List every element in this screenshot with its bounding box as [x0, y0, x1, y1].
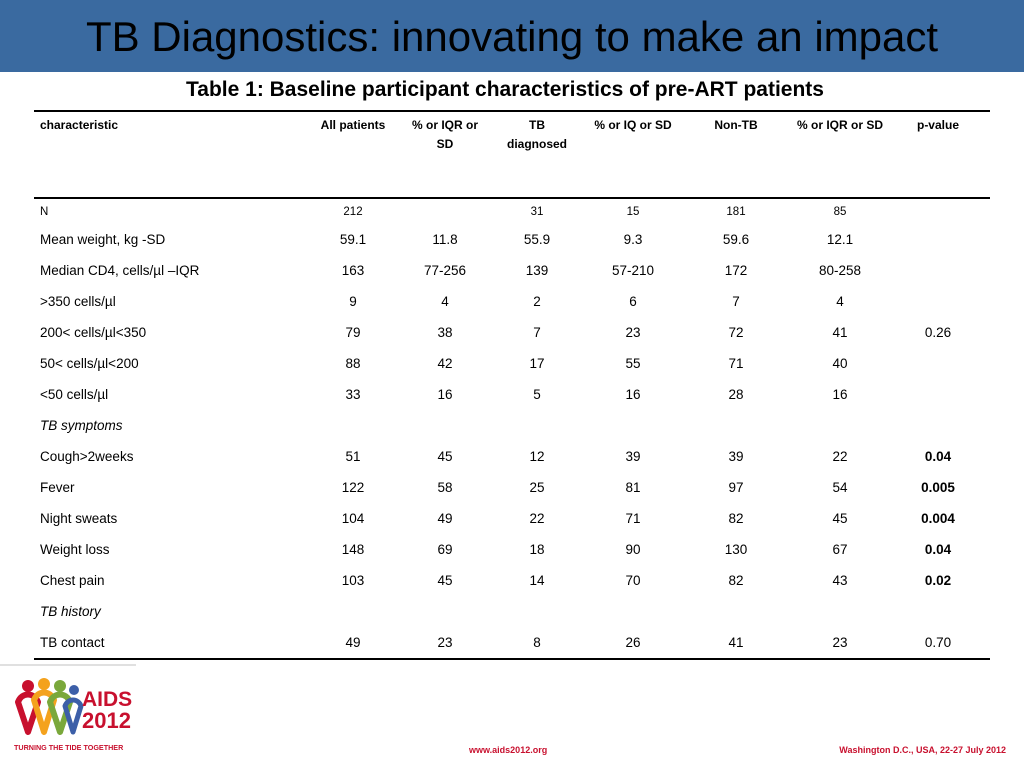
cell-pct-all: 45	[437, 573, 453, 588]
cell-tb-diagnosed	[486, 596, 588, 627]
cell-pct-tb: 9.3	[623, 232, 643, 247]
cell-pct-non-tb: 67	[832, 542, 848, 557]
cell-tb-diagnosed: 12	[529, 449, 545, 464]
row-label: N	[40, 205, 49, 218]
cell-p-value: 0.26	[924, 325, 952, 340]
table-row	[34, 255, 990, 286]
header-pct-all: % or IQR or SD	[411, 118, 478, 151]
cell-non-tb	[678, 410, 794, 441]
cell-all-patients: 51	[345, 449, 361, 464]
table-row	[34, 317, 990, 348]
cell-tb-diagnosed: 2	[533, 294, 541, 309]
row-label: <50 cells/µl	[40, 387, 109, 402]
row-label: Median CD4, cells/µl –IQR	[40, 263, 200, 278]
cell-tb-diagnosed: 14	[529, 573, 545, 588]
cell-p-value: 0.04	[924, 449, 952, 464]
header-pct-tb: % or IQ or SD	[594, 118, 672, 132]
cell-pct-tb	[588, 596, 678, 627]
cell-non-tb: 39	[728, 449, 744, 464]
header-non-tb: Non-TB	[714, 118, 758, 132]
cell-pct-non-tb: 45	[832, 511, 848, 526]
cell-pct-tb: 6	[629, 294, 637, 309]
header-p-value: p-value	[916, 118, 959, 132]
cell-tb-diagnosed: 55.9	[523, 232, 551, 247]
cell-tb-diagnosed: 17	[529, 356, 545, 371]
cell-non-tb: 71	[728, 356, 744, 371]
cell-all-patients: 9	[349, 294, 357, 309]
row-label: 50< cells/µl<200	[40, 356, 139, 371]
cell-pct-all: 38	[437, 325, 453, 340]
row-label: Fever	[40, 480, 75, 495]
row-label: TB history	[40, 604, 101, 619]
cell-p-value	[886, 255, 990, 286]
cell-pct-non-tb: 4	[836, 294, 844, 309]
cell-pct-non-tb: 22	[832, 449, 848, 464]
row-label: Weight loss	[40, 542, 110, 557]
cell-pct-all: 23	[437, 635, 453, 650]
cell-non-tb	[678, 596, 794, 627]
cell-pct-all: 42	[437, 356, 453, 371]
baseline-characteristics-table	[34, 110, 990, 660]
cell-non-tb: 172	[724, 263, 748, 278]
header-pct-non-tb: % or IQR or SD	[796, 118, 883, 132]
cell-p-value: 0.02	[924, 573, 952, 588]
cell-pct-all: 58	[437, 480, 453, 495]
cell-non-tb: 82	[728, 573, 744, 588]
header-tb-line2: diagnosed	[506, 137, 567, 151]
cell-pct-tb: 55	[625, 356, 641, 371]
cell-pct-non-tb: 12.1	[826, 232, 854, 247]
cell-p-value: 0.70	[924, 635, 952, 650]
table-row	[34, 379, 990, 410]
table-row	[34, 627, 990, 659]
cell-pct-tb: 90	[625, 542, 641, 557]
cell-pct-tb: 16	[625, 387, 641, 402]
table-row	[34, 503, 990, 534]
cell-pct-all: 11.8	[432, 232, 458, 247]
cell-p-value: 0.04	[924, 542, 952, 557]
cell-pct-tb	[588, 410, 678, 441]
aids2012-logo	[14, 676, 138, 758]
row-label: 200< cells/µl<350	[40, 325, 147, 340]
cell-all-patients: 163	[341, 263, 365, 278]
cell-tb-diagnosed: 25	[529, 480, 545, 495]
cell-all-patients: 212	[343, 205, 363, 218]
cell-all-patients: 88	[345, 356, 361, 371]
footer-divider	[0, 664, 136, 666]
cell-tb-diagnosed: 7	[533, 325, 541, 340]
cell-tb-diagnosed: 18	[529, 542, 545, 557]
header-all-patients: All patients	[320, 118, 386, 132]
cell-all-patients: 104	[341, 511, 365, 526]
cell-all-patients: 103	[341, 573, 365, 588]
cell-p-value	[886, 198, 990, 224]
cell-pct-all	[404, 596, 486, 627]
cell-all-patients	[302, 410, 404, 441]
row-label: Mean weight, kg -SD	[40, 232, 166, 247]
cell-p-value	[886, 596, 990, 627]
row-label: >350 cells/µl	[40, 294, 116, 309]
cell-non-tb: 181	[726, 205, 746, 218]
cell-pct-all: 69	[437, 542, 453, 557]
logo-tagline: TURNING THE TIDE TOGETHER	[14, 743, 124, 752]
table-header	[34, 111, 990, 198]
cell-all-patients: 79	[345, 325, 361, 340]
table-row	[34, 596, 990, 627]
cell-pct-all: 45	[437, 449, 453, 464]
cell-non-tb: 41	[728, 635, 744, 650]
row-label: TB contact	[40, 635, 105, 650]
cell-p-value	[886, 348, 990, 379]
slide-title: TB Diagnostics: innovating to make an impact	[85, 13, 939, 60]
cell-pct-tb: 23	[625, 325, 641, 340]
cell-all-patients	[302, 596, 404, 627]
cell-pct-all	[404, 410, 486, 441]
cell-pct-non-tb: 54	[832, 480, 848, 495]
table-caption: Table 1: Baseline participant characteristics of pre-ART patients	[186, 78, 824, 101]
cell-all-patients: 33	[345, 387, 361, 402]
cell-pct-all: 4	[441, 294, 449, 309]
cell-tb-diagnosed: 31	[530, 205, 544, 218]
cell-non-tb: 130	[724, 542, 748, 557]
cell-pct-all: 16	[437, 387, 453, 402]
cell-non-tb: 28	[728, 387, 744, 402]
cell-tb-diagnosed	[486, 410, 588, 441]
table-row	[34, 565, 990, 596]
table-row	[34, 472, 990, 503]
row-label: TB symptoms	[40, 418, 123, 433]
cell-pct-tb: 81	[625, 480, 641, 495]
cell-pct-tb: 70	[625, 573, 641, 588]
cell-pct-all: 49	[437, 511, 453, 526]
cell-non-tb: 59.6	[722, 232, 750, 247]
header-tb-line1: TB	[529, 118, 545, 132]
cell-non-tb: 97	[728, 480, 744, 495]
cell-pct-tb: 57-210	[611, 263, 655, 278]
table-row	[34, 348, 990, 379]
cell-tb-diagnosed: 22	[529, 511, 545, 526]
cell-pct-tb: 71	[625, 511, 641, 526]
cell-pct-non-tb: 23	[832, 635, 848, 650]
cell-p-value	[886, 286, 990, 317]
cell-tb-diagnosed: 8	[533, 635, 541, 650]
cell-pct-non-tb	[794, 410, 886, 441]
row-label: Night sweats	[40, 511, 118, 526]
cell-all-patients: 122	[341, 480, 365, 495]
aids2012-ribbon-figures-logo-icon	[14, 676, 138, 758]
header-tb-diagnosed	[486, 111, 588, 198]
table-row	[34, 198, 990, 224]
row-label: Cough>2weeks	[40, 449, 134, 464]
cell-non-tb: 72	[728, 325, 744, 340]
logo-word: AIDS	[82, 688, 133, 711]
cell-pct-tb: 26	[625, 635, 641, 650]
cell-p-value	[886, 379, 990, 410]
cell-pct-non-tb: 85	[833, 205, 847, 218]
cell-pct-non-tb: 41	[832, 325, 848, 340]
table-row	[34, 224, 990, 255]
table-body	[34, 198, 990, 659]
cell-non-tb: 82	[728, 511, 744, 526]
cell-p-value: 0.004	[921, 511, 955, 526]
cell-pct-non-tb: 40	[832, 356, 848, 371]
logo-year: 2012	[82, 708, 131, 733]
cell-pct-non-tb	[794, 596, 886, 627]
cell-p-value: 0.005	[921, 480, 955, 495]
table-header-row	[34, 111, 990, 198]
table-row	[34, 410, 990, 441]
footer-location: Washington D.C., USA, 22-27 July 2012	[839, 745, 1006, 755]
cell-all-patients: 59.1	[339, 232, 367, 247]
table-row	[34, 534, 990, 565]
cell-pct-tb: 15	[626, 205, 640, 218]
cell-p-value	[886, 410, 990, 441]
cell-p-value	[886, 224, 990, 255]
cell-non-tb: 7	[732, 294, 740, 309]
row-label: Chest pain	[40, 573, 105, 588]
table-row	[34, 286, 990, 317]
cell-pct-all	[404, 198, 486, 224]
cell-pct-non-tb: 16	[832, 387, 848, 402]
cell-pct-non-tb: 43	[832, 573, 848, 588]
cell-pct-non-tb: 80-258	[818, 263, 862, 278]
cell-tb-diagnosed: 139	[525, 263, 549, 278]
cell-all-patients: 148	[341, 542, 365, 557]
header-characteristic: characteristic	[40, 118, 119, 132]
cell-pct-tb: 39	[625, 449, 641, 464]
cell-pct-all: 77-256	[423, 263, 467, 278]
table-row	[34, 441, 990, 472]
cell-all-patients: 49	[345, 635, 361, 650]
cell-tb-diagnosed: 5	[533, 387, 541, 402]
footer-url-link[interactable]: www.aids2012.org	[469, 745, 548, 755]
